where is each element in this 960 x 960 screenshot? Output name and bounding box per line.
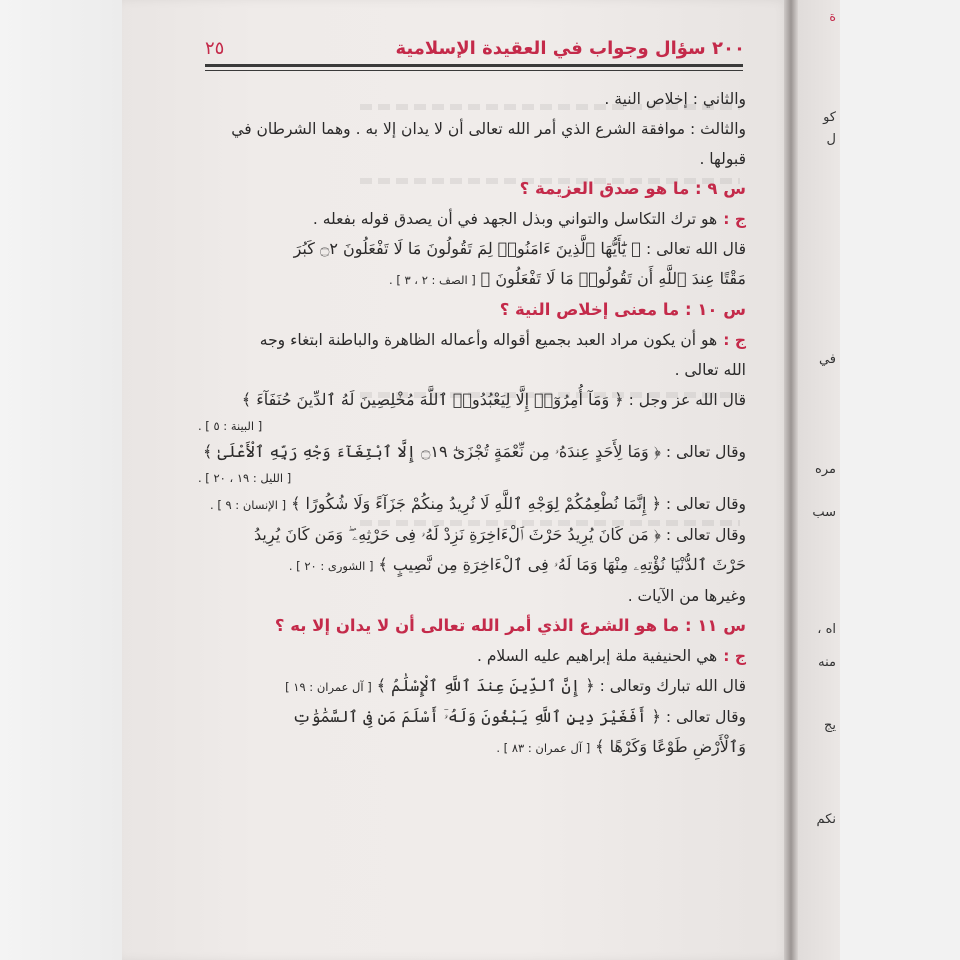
quran-verse: ﴿ وَمَا لِأَحَدٍ عِندَهُۥ مِن نِّعْمَةٍ تُجْزَىٰٓ ۝١٩ إِلَّا ٱبْتِغَآءَ وَجْهِ رَبِّهِ ٱلْأَعْلَىٰ ﴾	[203, 442, 661, 461]
verse-line	[198, 234, 746, 264]
verse-reference: [ الإنسان : ٩ ] .	[210, 498, 287, 512]
verse-intro: وقال تعالى :	[665, 495, 746, 513]
verse-intro: قال الله تبارك وتعالى :	[599, 677, 746, 695]
question-11: س ١١ : ما هو الشرع الذي أمر الله تعالى أن لا يدان إلا به ؟	[274, 616, 746, 635]
verse-intro: وقال تعالى :	[665, 443, 746, 461]
facing-page-fragment: سب	[812, 505, 836, 520]
book-gutter	[784, 0, 798, 960]
answer-marker: ج :	[723, 331, 746, 349]
verse-intro: وقال تعالى :	[665, 708, 746, 726]
text-line: قبولها .	[699, 150, 746, 168]
verse-reference: [ الليل : ١٩ ، ٢٠ ] .	[198, 471, 292, 485]
verse-line	[198, 671, 746, 702]
facing-page-fragment: في	[818, 352, 836, 367]
text-line: وغيرها من الآيات .	[627, 587, 746, 605]
verse-line	[198, 520, 746, 550]
text-line: والثاني : إخلاص النية .	[604, 90, 746, 108]
answer-text: هو أن يكون مراد العبد بجميع أقواله وأعماله الظاهرة والباطنة ابتغاء وجه	[259, 331, 718, 349]
background-left	[0, 0, 122, 960]
text-line: والثالث : موافقة الشرع الذي أمر الله تعالى أن لا يدان إلا به . وهما الشرطان في	[231, 120, 746, 138]
verse-line	[198, 732, 746, 763]
answer-marker: ج :	[723, 210, 746, 228]
verse-intro: قال الله تعالى :	[645, 240, 746, 258]
quran-verse: وَٱلْأَرْضِ طَوْعًا وَكَرْهًا ﴾	[595, 737, 746, 756]
page-header	[205, 34, 745, 62]
answer-text: هو ترك التكاسل والتواني وبذل الجهد في أن يصدق قوله بفعله .	[312, 210, 718, 228]
facing-page-fragment: مره	[815, 462, 836, 477]
verse-reference: [ البينة : ٥ ] .	[198, 419, 263, 433]
answer-9	[198, 204, 746, 234]
facing-page-fragment: ة	[829, 10, 836, 25]
facing-page-fragment: نكم	[816, 812, 836, 827]
verse-line	[198, 489, 746, 520]
facing-page-fragment: كو	[823, 110, 836, 125]
answer-11	[198, 641, 746, 671]
answer-10	[198, 325, 746, 355]
verse-reference: [ الشورى : ٢٠ ] .	[288, 559, 374, 573]
verse-reference: [ آل عمران : ٨٣ ] .	[496, 741, 591, 755]
verse-intro: وقال تعالى :	[665, 526, 746, 544]
quran-verse: مَقْتًا عِندَ ٱللَّهِ أَن تَقُولُوا۟ مَا لَا تَفْعَلُونَ ﴾	[480, 269, 746, 288]
quran-verse: ﴿ إِنَّمَا نُطْعِمُكُمْ لِوَجْهِ ٱللَّهِ لَا نُرِيدُ مِنكُمْ جَزَآءً وَلَا شُكُورًا ﴾	[291, 494, 661, 513]
question-9: س ٩ : ما هو صدق العزيمة ؟	[519, 179, 746, 198]
text-line: الله تعالى .	[674, 361, 746, 379]
verse-line	[198, 437, 746, 467]
quran-verse: ﴿ يَٰٓأَيُّهَا ٱلَّذِينَ ءَامَنُوا۟ لِمَ تَقُولُونَ مَا لَا تَفْعَلُونَ ۝٢ كَبُرَ	[293, 239, 642, 258]
verse-reference: [ الصف : ٢ ، ٣ ] .	[389, 273, 476, 287]
verse-line	[198, 385, 746, 415]
facing-page	[798, 0, 840, 960]
facing-page-fragment: منه	[818, 655, 836, 670]
facing-page-fragment: ل	[826, 132, 836, 147]
quran-verse: حَرْثَ ٱلدُّنْيَا نُؤْتِهِۦ مِنْهَا وَمَا لَهُۥ فِى ٱلْءَاخِرَةِ مِن نَّصِيبٍ ﴾	[378, 555, 746, 574]
verse-reference: [ آل عمران : ١٩ ]	[285, 680, 372, 694]
verse-intro: قال الله عز وجل :	[628, 391, 746, 409]
answer-text: هي الحنيفية ملة إبراهيم عليه السلام .	[476, 647, 718, 665]
background-right	[840, 0, 960, 960]
facing-page-fragment: يج	[823, 718, 836, 733]
answer-marker: ج :	[723, 647, 746, 665]
question-10: س ١٠ : ما معنى إخلاص النية ؟	[499, 300, 746, 319]
quran-verse: ﴿ أَفَغَيْرَ دِينِ ٱللَّهِ يَبْغُونَ وَلَهُۥٓ أَسْلَمَ مَن فِى ٱلسَّمَٰوَٰتِ	[292, 707, 661, 726]
verse-line	[198, 550, 746, 581]
page-body	[198, 84, 746, 763]
quran-verse: ﴿ إِنَّ ٱلدِّينَ عِندَ ٱللَّهِ ٱلْإِسْلَٰمُ ﴾	[376, 676, 595, 695]
verse-line	[198, 264, 746, 295]
header-rule-thin	[205, 70, 743, 71]
quran-verse: ﴿ مَن كَانَ يُرِيدُ حَرْثَ ٱلْءَاخِرَةِ نَزِدْ لَهُۥ فِى حَرْثِهِۦ ۖ وَمَن كَانَ يُرِيدُ	[254, 525, 661, 544]
header-rule-thick	[205, 64, 743, 67]
quran-verse: ﴿ وَمَآ أُمِرُوٓا۟ إِلَّا لِيَعْبُدُوا۟ ٱللَّهَ مُخْلِصِينَ لَهُ ٱلدِّينَ حُنَفَآءَ ﴾	[241, 390, 624, 409]
facing-page-fragment: اه ،	[817, 622, 836, 637]
page-number: ٢٥	[205, 38, 225, 59]
book-title: ٢٠٠ سؤال وجواب في العقيدة الإسلامية	[395, 38, 745, 59]
verse-line	[198, 702, 746, 732]
